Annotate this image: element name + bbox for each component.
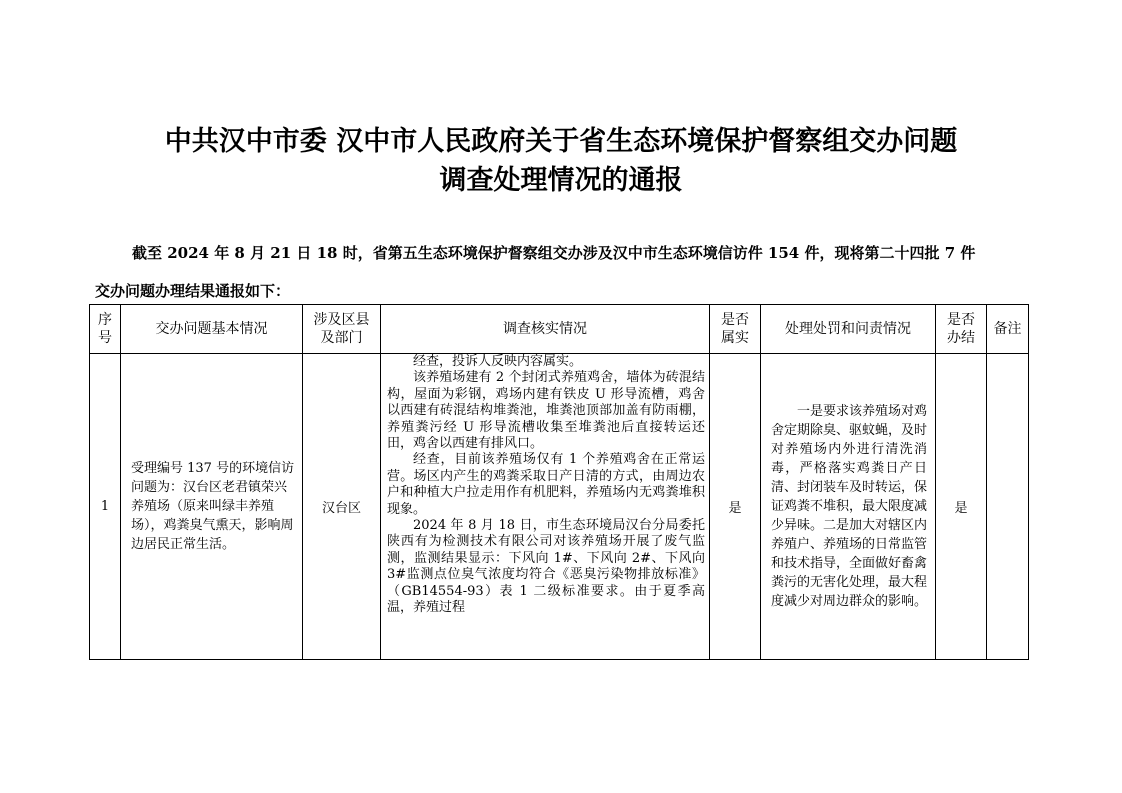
cell-verified: 是 — [710, 354, 761, 660]
facts-paragraph-4: 2024 年 8 月 18 日，市生态环境局汉台分局委托陕西有为检测技术有限公司对该养殖场开展了废气监测，监测结果显示：下风向 1#、下风向 2#、下风向 3#监测点位臭气浓度均符合《恶臭污染物排放标准》（GB14554-93）表 1 二级标准要求。由于夏季高温，养殖过程 — [387, 518, 705, 616]
cell-basic — [121, 354, 303, 660]
basic-text: 受理编号 137 号的环境信访问题为：汉台区老君镇荣兴养殖场（原来叫绿丰养殖场），鸡粪臭气熏天，影响周边居民正常生活。 — [131, 461, 295, 552]
header-district: 涉及区县及部门 — [303, 305, 381, 354]
document-title-line1: 中共汉中市委 汉中市人民政府关于省生态环境保护督察组交办问题 — [164, 126, 958, 157]
header-concluded: 是否办结 — [936, 305, 987, 354]
header-remarks: 备注 — [987, 305, 1029, 354]
facts-paragraph-3: 经查，目前该养殖场仅有 1 个养殖鸡舍在正常运营。场区内产生的鸡粪采取日产日清的方式，由周边农户和种植大户拉走用作有机肥料，养殖场内无鸡粪堆积现象。 — [387, 452, 705, 517]
intro-paragraph-line1: 截至 2024 年 8 月 21 日 18 时，省第五生态环境保护督察组交办涉及汉中市生态环境信访件 154 件，现将第二十四批 7 件 — [132, 244, 976, 262]
intro-paragraph-line2: 交办问题办理结果通报如下： — [95, 282, 291, 300]
facts-paragraph-1: 经查，投诉人反映内容属实。 — [413, 354, 583, 369]
header-verified: 是否属实 — [710, 305, 761, 354]
header-num: 序号 — [90, 305, 121, 354]
cell-facts — [381, 354, 710, 660]
table-row — [90, 354, 1029, 660]
results-table — [89, 304, 1029, 660]
penalty-text: 一是要求该养殖场对鸡舍定期除臭、驱蚊蝇，及时对养殖场内外进行清洗消毒，严格落实鸡粪日产日清、封闭装车及时转运，保证鸡粪不堆积，最大限度减少异味。二是加大对辖区内养殖户、养殖场的日常监管和技术指导，全面做好畜禽粪污的无害化处理，最大程度减少对周边群众的影响。 — [771, 404, 928, 609]
cell-district: 汉台区 — [303, 354, 381, 660]
header-basic: 交办问题基本情况 — [121, 305, 303, 354]
header-penalty: 处理处罚和问责情况 — [761, 305, 936, 354]
facts-paragraph-2: 该养殖场建有 2 个封闭式养殖鸡舍，墙体为砖混结构，屋面为彩钢，鸡场内建有铁皮 U 形导流槽，鸡舍以西建有砖混结构堆粪池，堆粪池顶部加盖有防雨棚，养殖粪污经 U 形导流槽收集至堆粪池后直接转运还田，鸡舍以西建有排风口。 — [387, 370, 705, 452]
cell-concluded: 是 — [936, 354, 987, 660]
header-facts: 调查核实情况 — [381, 305, 710, 354]
cell-penalty — [761, 354, 936, 660]
table-header-row — [90, 305, 1029, 354]
cell-remarks — [987, 354, 1029, 660]
document-title-line2: 调查处理情况的通报 — [439, 165, 683, 196]
cell-num: 1 — [90, 354, 121, 660]
